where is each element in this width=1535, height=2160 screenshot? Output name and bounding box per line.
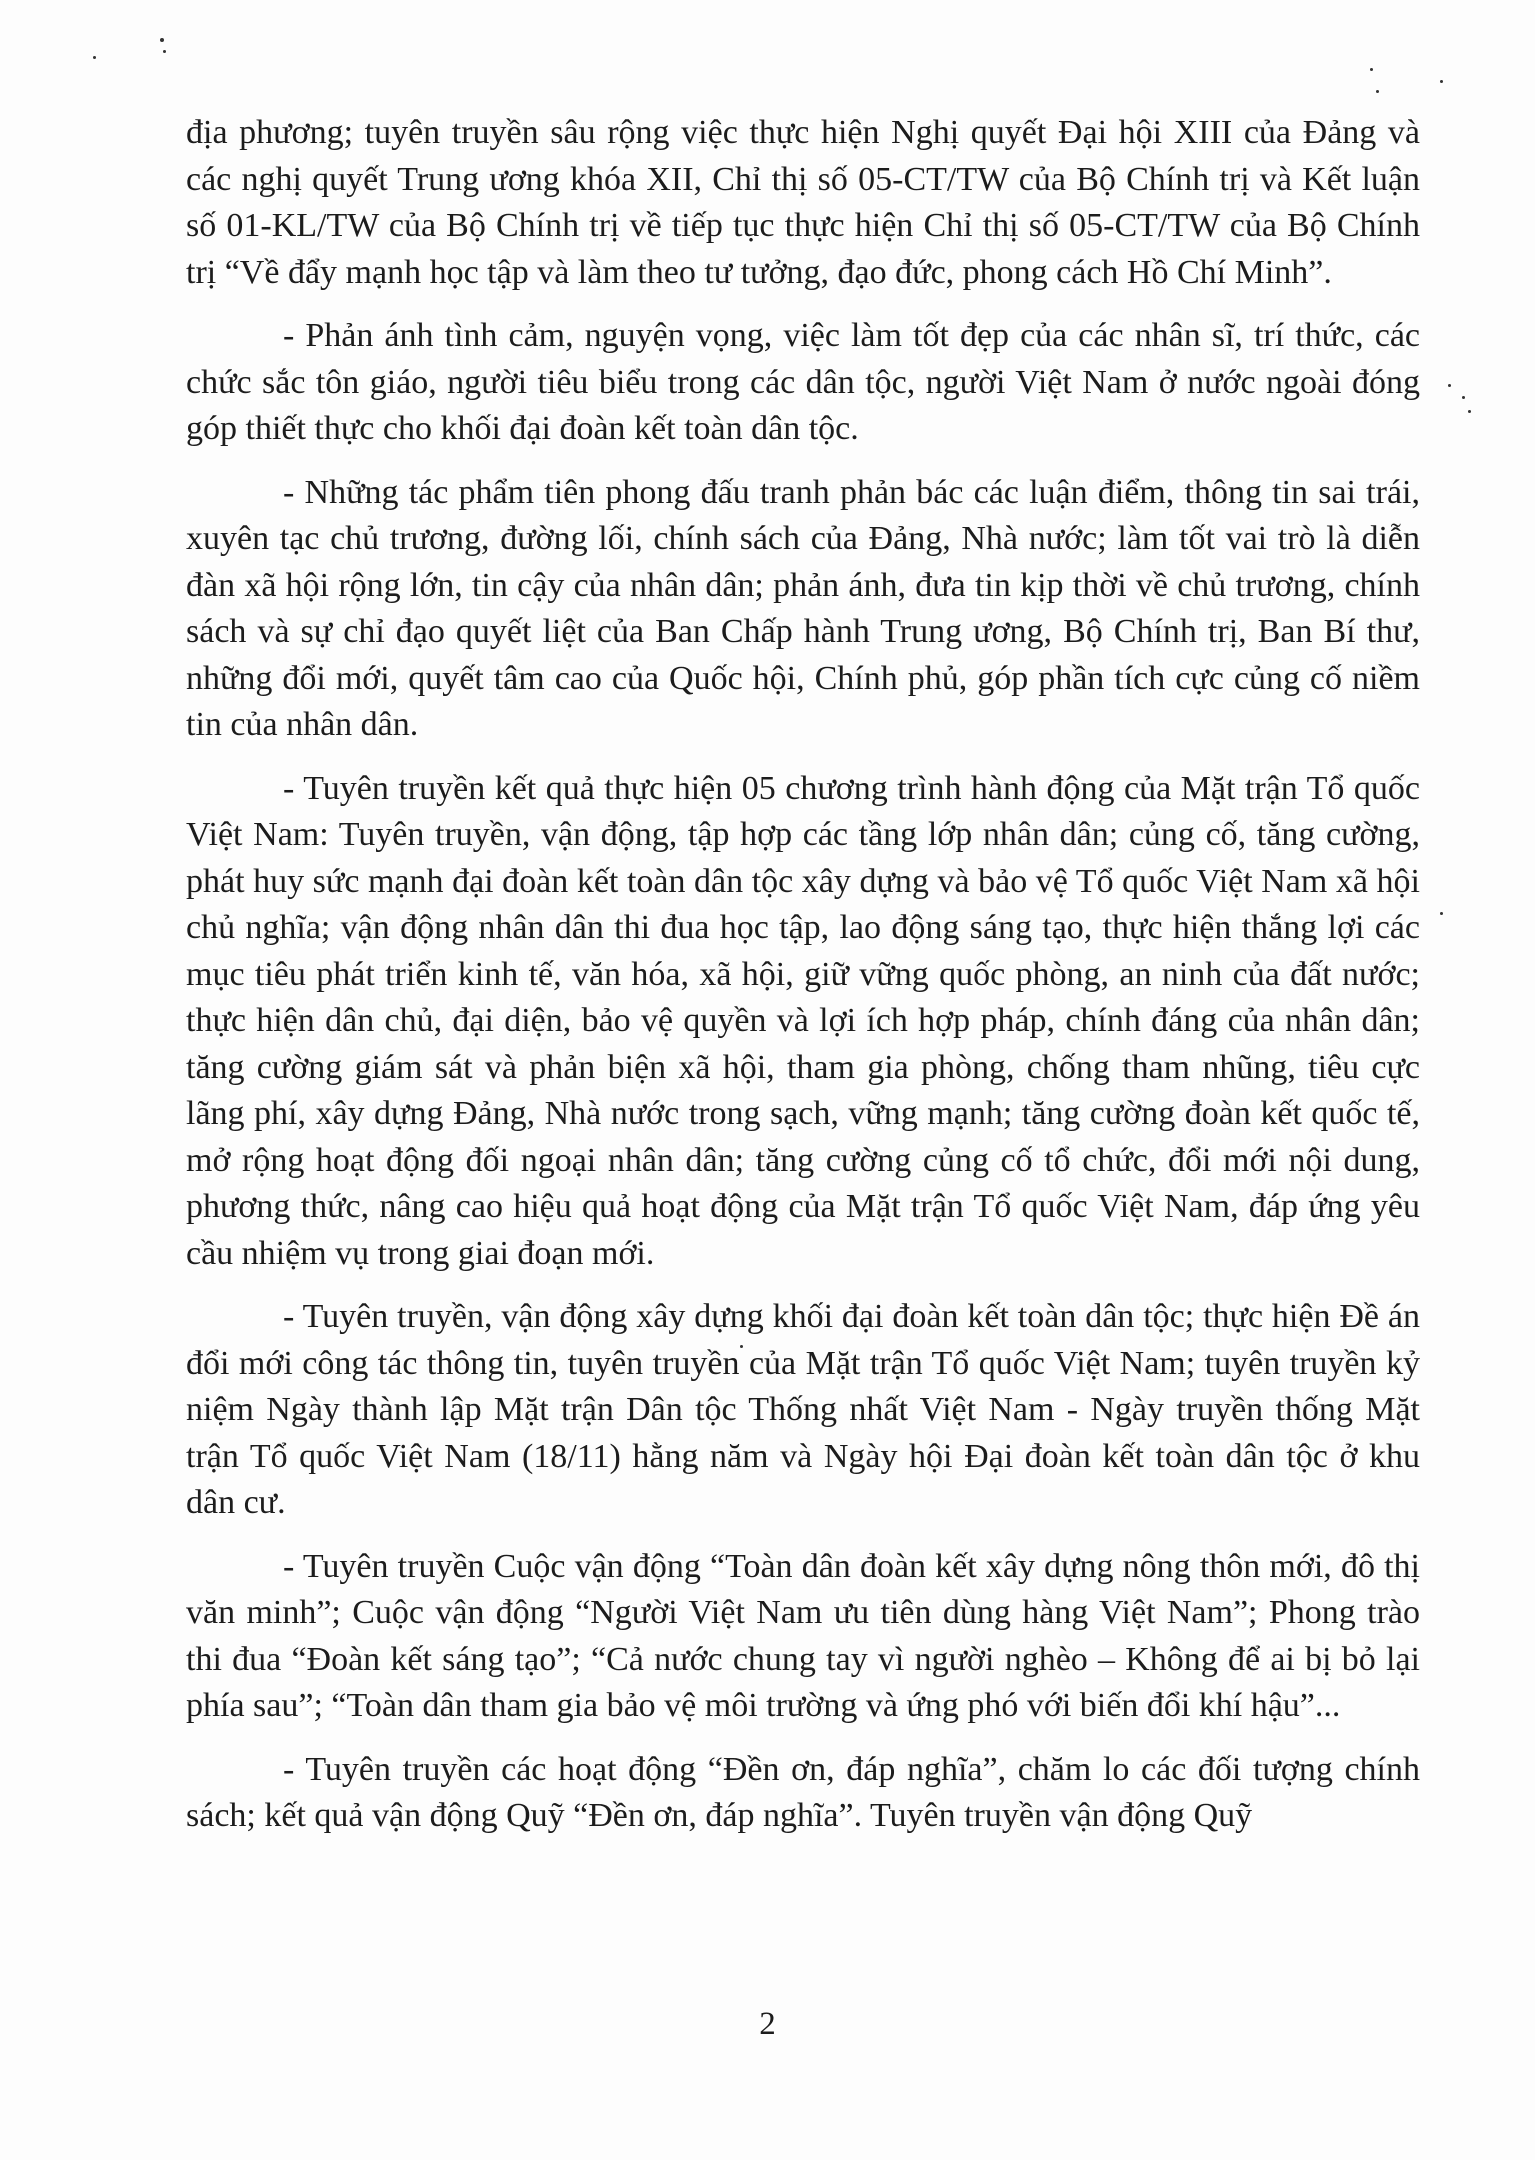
scan-speck — [1370, 68, 1373, 71]
paragraph-bullet: - Phản ánh tình cảm, nguyện vọng, việc làm tốt đẹp của các nhân sĩ, trí thức, các chức sắc tôn giáo, người tiêu biểu trong các dân tộc, người Việt Nam ở nước ngoài đóng góp thiết thực cho khối đại đoàn kết toàn dân tộc. — [186, 317, 1420, 447]
paragraph-bullet: - Những tác phẩm tiên phong đấu tranh phản bác các luận điểm, thông tin sai trái, xuyên tạc chủ trương, đường lối, chính sách của Đảng, Nhà nước; làm tốt vai trò là diễn đàn xã hội rộng lớn, tin cậy của nhân dân; phản ánh, đưa tin kịp thời về chủ trương, chính sách và sự chỉ đạo quyết liệt của Ban Chấp hành Trung ương, Bộ Chính trị, Ban Bí thư, những đổi mới, quyết tâm cao của Quốc hội, Chính phủ, góp phần tích cực củng cố niềm tin của nhân dân. — [186, 473, 1420, 743]
scan-speck — [93, 56, 96, 59]
scan-speck — [1376, 90, 1379, 93]
scan-speck — [163, 50, 166, 53]
page-number: 2 — [759, 2006, 776, 2042]
scan-speck — [1440, 80, 1443, 83]
paragraph-continuation: địa phương; tuyên truyền sâu rộng việc thực hiện Nghị quyết Đại hội XIII của Đảng và các nghị quyết Trung ương khóa XII, Chỉ thị số 05-CT/TW của Bộ Chính trị và Kết luận số 01-KL/TW của Bộ Chính trị về tiếp tục thực hiện Chỉ thị số 05-CT/TW của Bộ Chính trị “Về đẩy mạnh học tập và làm theo tư tưởng, đạo đức, phong cách Hồ Chí Minh”. — [186, 114, 1420, 291]
scan-speck — [1440, 912, 1443, 915]
paragraph-bullet: - Tuyên truyền Cuộc vận động “Toàn dân đoàn kết xây dựng nông thôn mới, đô thị văn minh”; Cuộc vận động “Người Việt Nam ưu tiên dùng hàng Việt Nam”; Phong trào thi đua “Đoàn kết sáng tạo”; “Cả nước chung tay vì người nghèo – Không để ai bị bỏ lại phía sau”; “Toàn dân tham gia bảo vệ môi trường và ứng phó với biến đổi khí hậu”... — [186, 1547, 1420, 1724]
scan-speck — [1468, 410, 1471, 413]
scan-speck — [160, 38, 164, 42]
scan-speck — [1448, 384, 1451, 387]
paragraph-bullet: - Tuyên truyền, vận động xây dựng khối đại đoàn kết toàn dân tộc; thực hiện Đề án đổi mới công tác thông tin, tuyên truyền của Mặt trận Tổ quốc Việt Nam; tuyên truyền kỷ niệm Ngày thành lập Mặt trận Dân tộc Thống nhất Việt Nam - Ngày truyền thống Mặt trận Tổ quốc Việt Nam (18/11) hằng năm và Ngày hội Đại đoàn kết toàn dân tộc ở khu dân cư. — [186, 1298, 1420, 1521]
paragraph-bullet: - Tuyên truyền các hoạt động “Đền ơn, đáp nghĩa”, chăm lo các đối tượng chính sách; kết quả vận động Quỹ “Đền ơn, đáp nghĩa”. Tuyên truyền vận động Quỹ — [186, 1750, 1420, 1834]
scan-speck — [1462, 396, 1465, 399]
document-body — [186, 110, 1420, 1857]
paragraph-bullet: - Tuyên truyền kết quả thực hiện 05 chương trình hành động của Mặt trận Tổ quốc Việt Nam: Tuyên truyền, vận động, tập hợp các tầng lớp nhân dân; củng cố, tăng cường, phát huy sức mạnh đại đoàn kết toàn dân tộc xây dựng và bảo vệ Tổ quốc Việt Nam xã hội chủ nghĩa; vận động nhân dân thi đua học tập, lao động sáng tạo, thực hiện thắng lợi các mục tiêu phát triển kinh tế, văn hóa, xã hội, giữ vững quốc phòng, an ninh của đất nước; thực hiện dân chủ, đại diện, bảo vệ quyền và lợi ích hợp pháp, chính đáng của nhân dân; tăng cường giám sát và phản biện xã hội, tham gia phòng, chống tham nhũng, tiêu cực lãng phí, xây dựng Đảng, Nhà nước trong sạch, vững mạnh; tăng cường đoàn kết quốc tế, mở rộng hoạt động đối ngoại nhân dân; tăng cường củng cố tổ chức, đổi mới nội dung, phương thức, nâng cao hiệu quả hoạt động của Mặt trận Tổ quốc Việt Nam, đáp ứng yêu cầu nhiệm vụ trong giai đoạn mới. — [186, 769, 1420, 1272]
